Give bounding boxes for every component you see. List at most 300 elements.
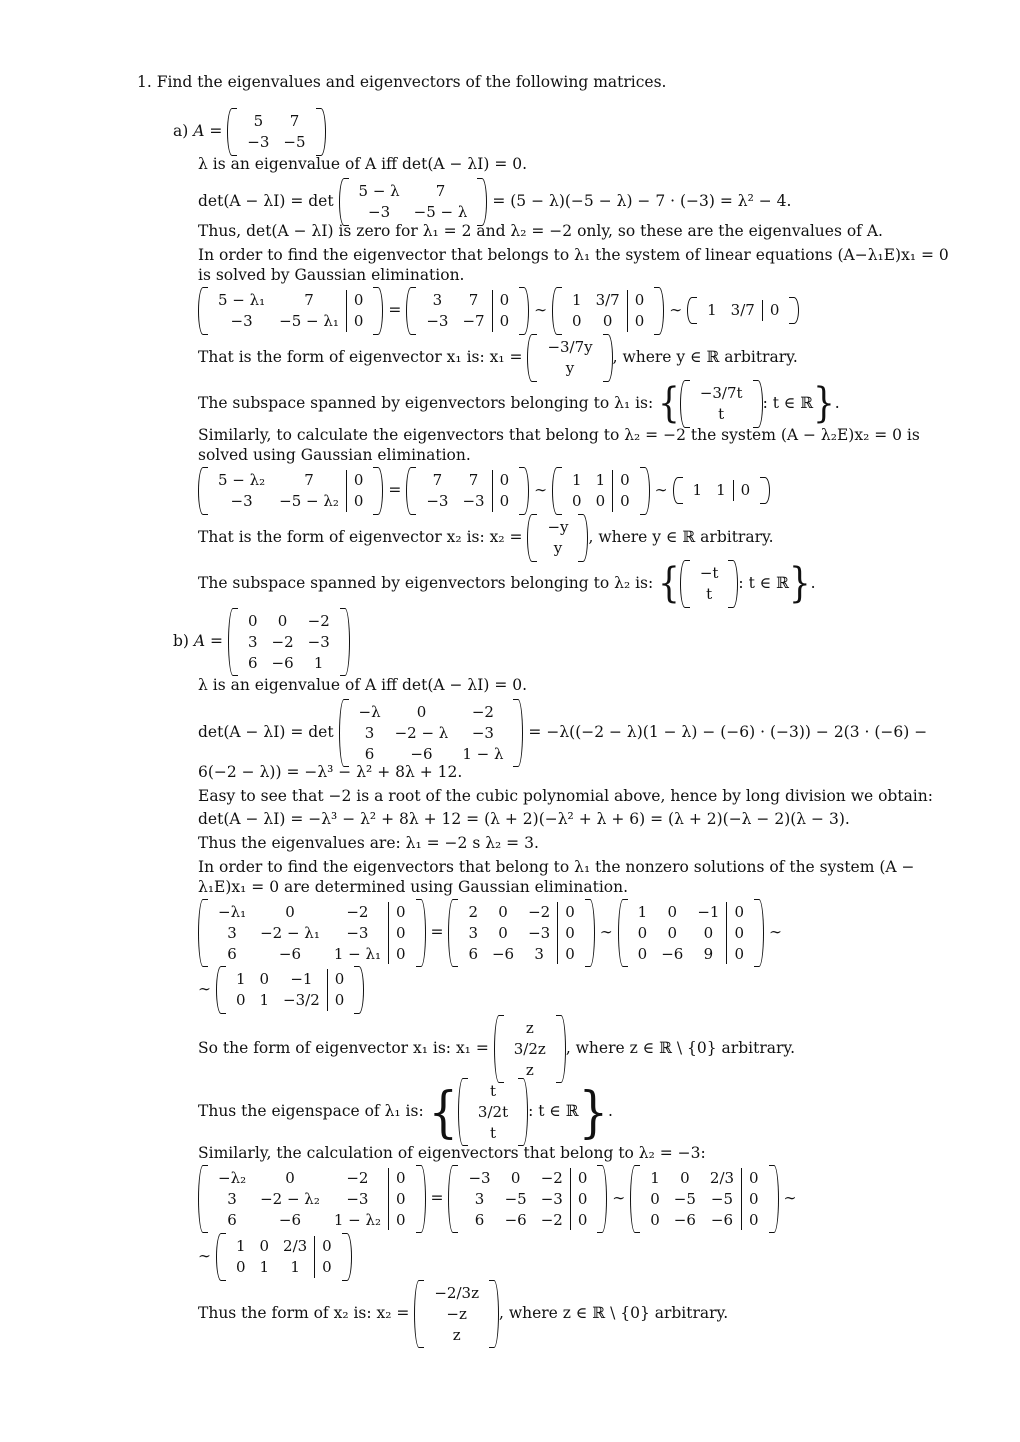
matrix-right-paren — [340, 608, 350, 676]
part-b-header — [173, 608, 350, 676]
matrix-cell: 1 — [259, 1257, 270, 1276]
matrix-cell: 0 — [510, 1169, 521, 1187]
matrix-cell: 6 — [227, 944, 237, 963]
matrix-cell: −3 — [230, 491, 253, 510]
matrix-body — [565, 470, 637, 512]
matrix-right-paren — [585, 899, 595, 967]
matrix-cell: 0 — [558, 944, 582, 965]
matrix-cell: 0 — [247, 612, 258, 630]
matrix-cell: 0 — [742, 1189, 766, 1210]
matrix-right-paren — [578, 514, 588, 562]
matrix-right-paren — [556, 1015, 566, 1083]
matrix-cell: −2 — [346, 903, 369, 921]
matrix-cell: −1 — [697, 903, 720, 921]
matrix-cell: 6 — [364, 744, 375, 763]
matrix-left-paren — [680, 560, 690, 608]
span-prefix: Thus the eigenspace of λ₁ is: — [198, 1102, 424, 1121]
matrix-cell: 0 — [277, 612, 288, 630]
matrix-cell: −2 — [471, 703, 494, 721]
right-brace: } — [813, 379, 835, 428]
matrix-cell: 0 — [558, 902, 582, 923]
matrix-cell: 3 — [468, 923, 478, 942]
matrix-cell: 1 − λ — [462, 744, 504, 763]
matrix-body — [507, 1018, 553, 1080]
matrix-cell: −6 — [278, 944, 302, 963]
part-b-easy1: Easy to see that −2 is a root of the cubic polynomial above, hence by long division we obtain: — [198, 787, 933, 805]
set-condition: : t ∈ ℝ — [738, 574, 790, 592]
part-b-gauss1-cont — [198, 966, 364, 1014]
matrix-cell: 0 — [492, 470, 516, 491]
sim-sign: ∼ — [534, 300, 548, 319]
vector — [414, 1280, 499, 1348]
matrix-cell: −3 — [307, 632, 330, 651]
matrix-body — [241, 611, 337, 673]
matrix-cell: −3 — [471, 723, 494, 742]
matrix-body — [211, 902, 413, 964]
matrix-cell: 3 — [227, 923, 237, 942]
gauss-matrix — [198, 467, 383, 515]
matrix-cell: t — [718, 404, 725, 423]
matrix-body — [240, 111, 312, 153]
matrix-cell: −3/7t — [699, 384, 743, 402]
matrix-cell: −2 − λ — [394, 723, 449, 742]
part-a-A-matrix — [227, 108, 325, 156]
matrix-right-paren — [728, 560, 738, 608]
gauss-matrix — [216, 1233, 352, 1281]
matrix-left-paren — [552, 287, 562, 335]
matrix-cell: 7 — [468, 291, 479, 309]
problem-title: 1. Find the eigenvalues and eigenvectors of the following matrices. — [137, 73, 667, 91]
matrix-cell: −5 — [283, 132, 306, 151]
matrix-cell: 2 — [468, 903, 478, 921]
part-b-line1: λ is an eigenvalue of A iff det(A − λI) = 0. — [198, 676, 528, 694]
part-b-sim-line: Similarly, the calculation of eigenvectors that belong to λ₂ = −3: — [198, 1144, 706, 1162]
matrix-left-paren — [687, 297, 697, 324]
matrix-cell: 3/7 — [730, 301, 755, 320]
matrix-left-paren — [552, 467, 562, 515]
gauss-matrix — [198, 899, 426, 967]
matrix-left-paren — [618, 899, 628, 967]
matrix-cell: 1 — [595, 471, 606, 489]
matrix-right-paren — [519, 467, 529, 515]
matrix-cell: 5 — [253, 112, 264, 130]
matrix-body — [211, 290, 370, 332]
matrix-cell: y — [565, 358, 575, 377]
matrix-cell: 0 — [703, 923, 714, 942]
matrix-cell: 0 — [259, 970, 270, 988]
part-b-det-prefix: det(A − λI) = det — [198, 723, 334, 742]
matrix-left-paren — [406, 467, 416, 515]
sim-sign: ∼ — [534, 480, 548, 499]
matrix-cell: 0 — [315, 1236, 339, 1257]
matrix-cell: 3 — [432, 291, 443, 309]
matrix-cell: 0 — [498, 903, 508, 921]
matrix-cell: t — [489, 1082, 497, 1100]
matrix-right-paren — [316, 108, 326, 156]
vector — [458, 1078, 528, 1146]
matrix-cell: −5 − λ₂ — [279, 491, 339, 510]
matrix-right-paren — [373, 287, 383, 335]
matrix-cell: 7 — [289, 112, 300, 130]
part-b-order1: In order to find the eigenvectors that belong to λ₁ the nonzero solutions of the system (A − — [198, 858, 915, 876]
matrix-body — [419, 470, 516, 512]
matrix-cell: −z — [446, 1304, 467, 1323]
matrix-cell: 0 — [327, 990, 351, 1011]
part-a-header — [173, 108, 326, 156]
matrix-right-paren — [519, 287, 529, 335]
matrix-cell: 0 — [613, 470, 637, 491]
matrix-cell: 0 — [637, 923, 648, 942]
gauss-matrix — [406, 287, 529, 335]
matrix-cell: 3 — [247, 632, 258, 651]
matrix-left-paren — [216, 966, 226, 1014]
matrix-cell: 0 — [727, 944, 751, 965]
sim-sign: ∼ — [198, 1246, 211, 1265]
matrix-cell: 0 — [492, 311, 516, 332]
part-a-sim2: solved using Gaussian elimination. — [198, 446, 471, 464]
matrix-cell: −2 — [540, 1169, 563, 1187]
part-b-det-cont: 6(−2 − λ)) = −λ³ − λ² + 8λ + 12. — [198, 763, 463, 781]
part-a-form1 — [198, 334, 798, 382]
vector — [527, 514, 588, 562]
matrix-cell: 0 — [389, 944, 413, 965]
matrix-left-paren — [198, 467, 208, 515]
matrix-cell: 1 — [235, 1237, 246, 1255]
matrix-left-paren — [198, 899, 208, 967]
matrix-right-paren — [753, 380, 763, 428]
matrix-right-paren — [640, 467, 650, 515]
matrix-cell: 0 — [346, 290, 370, 311]
matrix-cell: 1 — [637, 903, 648, 921]
sim-sign: ∼ — [669, 300, 683, 319]
part-b-easy2: det(A − λI) = −λ³ − λ² + 8λ + 12 = (λ + 2)(−λ² + λ + 6) = (λ + 2)(−λ − 2)(λ − 3). — [198, 810, 850, 828]
matrix-body — [565, 290, 651, 332]
part-a-thus: Thus, det(A − λI) is zero for λ₁ = 2 and λ₂ = −2 only, so these are the eigenvalues of A. — [198, 222, 883, 240]
matrix-body — [693, 383, 750, 425]
matrix-body — [229, 1236, 339, 1278]
sim-sign: ∼ — [783, 1189, 797, 1208]
matrix-cell: 0 — [235, 990, 246, 1009]
matrix-cell: −λ₁ — [218, 903, 247, 921]
matrix-cell: 1 — [313, 653, 324, 672]
matrix-body — [540, 337, 599, 379]
matrix-left-paren — [680, 380, 690, 428]
left-brace: { — [658, 559, 680, 608]
matrix-right-paren — [518, 1078, 528, 1146]
matrix-cell: 0 — [389, 1189, 413, 1210]
matrix-cell: 0 — [572, 491, 582, 510]
matrix-cell: 0 — [558, 923, 582, 944]
matrix-cell: 0 — [285, 903, 295, 921]
matrix-cell: 0 — [389, 902, 413, 923]
part-a-form2 — [198, 514, 774, 562]
matrix-cell: −6 — [271, 653, 294, 672]
matrix-cell: 0 — [595, 491, 606, 510]
matrix-cell: 0 — [667, 923, 678, 942]
matrix-cell: −2 — [307, 612, 330, 630]
matrix-cell: −3 — [346, 923, 369, 942]
matrix-cell: −3 — [468, 1169, 491, 1187]
matrix-right-paren — [416, 1165, 426, 1233]
matrix-cell: 0 — [727, 902, 751, 923]
gauss-matrix — [448, 899, 594, 967]
matrix-cell: t — [706, 584, 713, 603]
matrix-cell: −3 — [462, 491, 485, 510]
right-brace: } — [578, 1079, 608, 1145]
part-a-order1: In order to find the eigenvector that belongs to λ₁ the system of linear equations (A−λ₁E)x₁ = 0 — [198, 246, 949, 264]
matrix-right-paren — [354, 966, 364, 1014]
matrix-cell: y — [553, 538, 563, 557]
matrix-cell: 5 − λ — [358, 182, 400, 200]
matrix-cell: 6 — [474, 1210, 485, 1229]
matrix-left-paren — [458, 1078, 468, 1146]
matrix-body — [686, 480, 758, 501]
matrix-cell: −3 — [247, 132, 270, 151]
matrix-body — [461, 902, 581, 964]
part-a-label: a) — [173, 121, 189, 140]
matrix-cell: −6 — [410, 744, 433, 763]
gauss-matrix — [687, 297, 799, 324]
part-a-span1: The subspace spanned by eigenvectors belonging to λ₁ is: { −3/7t t : t ∈ ℝ } . — [198, 379, 840, 428]
matrix-cell: 3/2t — [477, 1102, 509, 1121]
matrix-body — [693, 563, 726, 605]
matrix-cell: 0 — [733, 480, 757, 501]
matrix-body — [427, 1283, 486, 1345]
matrix-body — [352, 181, 475, 223]
matrix-cell: 0 — [742, 1210, 766, 1231]
matrix-cell: 0 — [627, 290, 651, 311]
matrix-right-paren — [416, 899, 426, 967]
equals-sign: = — [430, 1189, 444, 1208]
part-a-gauss2 — [198, 467, 770, 515]
sim-sign: ∼ — [612, 1189, 626, 1208]
part-b-thus-eig: Thus the eigenvalues are: λ₁ = −2 s λ₂ = 3. — [198, 834, 539, 852]
matrix-cell: −1 — [290, 970, 313, 988]
matrix-cell: 0 — [346, 491, 370, 512]
matrix-right-paren — [597, 1165, 607, 1233]
matrix-left-paren — [339, 699, 349, 767]
left-brace: { — [658, 379, 680, 428]
matrix-cell: −3 — [426, 311, 449, 330]
part-a-det-result: = (5 − λ)(−5 − λ) − 7 · (−3) = λ² − 4. — [492, 191, 792, 210]
matrix-cell: 5 − λ₁ — [218, 291, 266, 309]
part-b-A-prefix: A = — [193, 632, 224, 651]
matrix-cell: 0 — [570, 1168, 594, 1189]
matrix-cell: 0 — [627, 311, 651, 332]
vector — [494, 1015, 566, 1083]
gauss-matrix — [198, 1165, 426, 1233]
vector — [527, 334, 612, 382]
part-b-form1 — [198, 1015, 795, 1083]
matrix-body — [419, 290, 516, 332]
gauss-matrix — [630, 1165, 778, 1233]
part-a-A-prefix: A = — [193, 121, 223, 140]
part-b-A-matrix — [228, 608, 350, 676]
matrix-left-paren — [406, 287, 416, 335]
gauss-matrix — [673, 477, 771, 504]
matrix-cell: −2 — [528, 903, 551, 921]
matrix-cell: 3/2z — [513, 1039, 546, 1058]
matrix-body — [643, 1168, 765, 1230]
vector — [680, 380, 763, 428]
matrix-cell: 1 — [572, 471, 582, 489]
matrix-cell: 0 — [389, 1168, 413, 1189]
matrix-cell: 0 — [389, 1210, 413, 1231]
sim-sign: ∼ — [654, 480, 668, 499]
matrix-cell: −3 — [346, 1189, 369, 1208]
matrix-left-paren — [494, 1015, 504, 1083]
matrix-cell: 2/3 — [709, 1169, 735, 1187]
matrix-cell: −2 — [540, 1210, 563, 1229]
matrix-right-paren — [489, 1280, 499, 1348]
gauss-matrix — [552, 287, 664, 335]
matrix-cell: 1 — [650, 1169, 660, 1187]
matrix-cell: 5 − λ₂ — [218, 471, 266, 489]
part-b-gauss2 — [198, 1165, 797, 1233]
sim-sign: ∼ — [599, 923, 613, 942]
matrix-cell: −3/7y — [547, 338, 593, 356]
matrix-cell: 0 — [742, 1168, 766, 1189]
matrix-cell: 0 — [315, 1257, 339, 1278]
gauss-matrix — [406, 467, 529, 515]
matrix-cell: z — [525, 1019, 534, 1037]
form-suffix: , where y ∈ ℝ arbitrary. — [612, 347, 798, 366]
part-b-gauss1 — [198, 899, 782, 967]
matrix-body — [471, 1081, 515, 1143]
gauss-matrix — [552, 467, 650, 515]
matrix-cell: 6 — [468, 944, 478, 963]
gauss-matrix — [198, 287, 383, 335]
matrix-cell: −3/2 — [283, 990, 320, 1009]
matrix-cell: 3 — [474, 1189, 485, 1208]
form-prefix: Thus the form of x₂ is: x₂ = — [198, 1304, 410, 1323]
matrix-cell: −2/3z — [434, 1284, 479, 1302]
matrix-left-paren — [227, 108, 237, 156]
matrix-cell: 1 − λ₂ — [333, 1210, 382, 1229]
matrix-cell: 0 — [259, 1237, 270, 1255]
matrix-cell: 1 — [290, 1257, 300, 1276]
matrix-cell: 7 — [435, 182, 446, 200]
matrix-cell: −5 − λ₁ — [279, 311, 339, 330]
part-a-order2: is solved by Gaussian elimination. — [198, 266, 465, 284]
right-brace: } — [789, 559, 811, 608]
part-b-gauss2-cont — [198, 1233, 352, 1281]
matrix-cell: −6 — [661, 944, 684, 963]
matrix-cell: 1 — [259, 990, 270, 1009]
matrix-left-paren — [448, 899, 458, 967]
matrix-cell: 3 — [364, 723, 375, 742]
matrix-left-paren — [527, 514, 537, 562]
matrix-cell: −5 — [504, 1189, 527, 1208]
matrix-cell: 0 — [650, 1189, 660, 1208]
matrix-cell: 0 — [492, 491, 516, 512]
matrix-cell: 0 — [389, 923, 413, 944]
part-b-label: b) — [173, 632, 189, 651]
matrix-left-paren — [527, 334, 537, 382]
sim-sign: ∼ — [198, 979, 211, 998]
matrix-cell: 6 — [227, 1210, 237, 1229]
part-a-gauss1 — [198, 287, 799, 335]
matrix-cell: 0 — [613, 491, 637, 512]
part-b-det-line — [198, 699, 927, 767]
matrix-right-paren — [789, 297, 799, 324]
part-a-span2: The subspace spanned by eigenvectors belonging to λ₂ is: { −t t : t ∈ ℝ } . — [198, 559, 816, 608]
matrix-body — [352, 702, 511, 764]
gauss-matrix — [618, 899, 764, 967]
matrix-cell: −λ — [358, 703, 381, 721]
matrix-cell: 3 — [534, 944, 544, 963]
matrix-cell: 0 — [285, 1169, 295, 1187]
matrix-cell: −3 — [540, 1189, 563, 1208]
form-prefix: That is the form of eigenvector x₂ is: x₂ = — [198, 527, 523, 546]
matrix-right-paren — [769, 1165, 779, 1233]
matrix-left-paren — [630, 1165, 640, 1233]
matrix-cell: 0 — [498, 923, 508, 942]
matrix-cell: −5 — [710, 1189, 734, 1208]
matrix-cell: −2 − λ₁ — [260, 923, 320, 942]
matrix-cell: 0 — [572, 311, 582, 330]
matrix-cell: −5 — [673, 1189, 696, 1208]
matrix-right-paren — [373, 467, 383, 515]
equals-sign: = — [430, 923, 444, 942]
matrix-cell: −3 — [426, 491, 449, 510]
form-prefix: That is the form of eigenvector x₁ is: x₁ = — [198, 347, 523, 366]
gauss-matrix — [216, 966, 364, 1014]
part-a-sim1: Similarly, to calculate the eigenvectors that belong to λ₂ = −2 the system (A − λ₂E)x₂ = 0 is — [198, 426, 920, 444]
matrix-right-paren — [654, 287, 664, 335]
matrix-right-paren — [603, 334, 613, 382]
matrix-cell: −7 — [462, 311, 485, 330]
form-suffix: , where z ∈ ℝ \ {0} arbitrary. — [565, 1039, 796, 1058]
matrix-cell: 6 — [247, 653, 258, 672]
matrix-cell: 0 — [492, 290, 516, 311]
matrix-cell: t — [489, 1123, 497, 1142]
matrix-cell: −6 — [278, 1210, 302, 1229]
matrix-left-paren — [673, 477, 683, 504]
matrix-right-paren — [342, 1233, 352, 1281]
matrix-cell: 3 — [227, 1189, 237, 1208]
matrix-cell: 0 — [416, 703, 427, 721]
matrix-cell: 0 — [762, 300, 786, 321]
matrix-cell: −6 — [491, 944, 515, 963]
matrix-cell: 7 — [304, 471, 314, 489]
matrix-cell: 1 — [235, 970, 246, 988]
matrix-right-paren — [754, 899, 764, 967]
matrix-cell: 0 — [727, 923, 751, 944]
matrix-cell: 3/7 — [595, 291, 620, 309]
matrix-cell: −2 − λ₂ — [260, 1189, 320, 1208]
matrix-cell: −3 — [368, 202, 391, 221]
matrix-cell: 7 — [468, 471, 479, 489]
matrix-cell: 1 — [692, 481, 703, 500]
matrix-body — [540, 517, 575, 559]
matrix-body — [211, 1168, 413, 1230]
part-a-det-prefix: det(A − λI) = det — [198, 191, 334, 210]
matrix-body — [211, 470, 370, 512]
matrix-left-paren — [216, 1233, 226, 1281]
matrix-body — [700, 300, 786, 321]
part-b-order2: λ₁E)x₁ = 0 are determined using Gaussian elimination. — [198, 878, 629, 896]
matrix-left-paren — [228, 608, 238, 676]
matrix-cell: 0 — [637, 944, 648, 963]
matrix-cell: −2 — [346, 1169, 369, 1187]
vector — [680, 560, 739, 608]
matrix-left-paren — [414, 1280, 424, 1348]
sim-sign: ∼ — [768, 923, 782, 942]
matrix-cell: −2 — [271, 632, 294, 651]
part-b-det-result: = −λ((−2 − λ)(1 − λ) − (−6) · (−3)) − 2(3 · (−6) − — [528, 723, 928, 742]
equals-sign: = — [388, 300, 402, 319]
